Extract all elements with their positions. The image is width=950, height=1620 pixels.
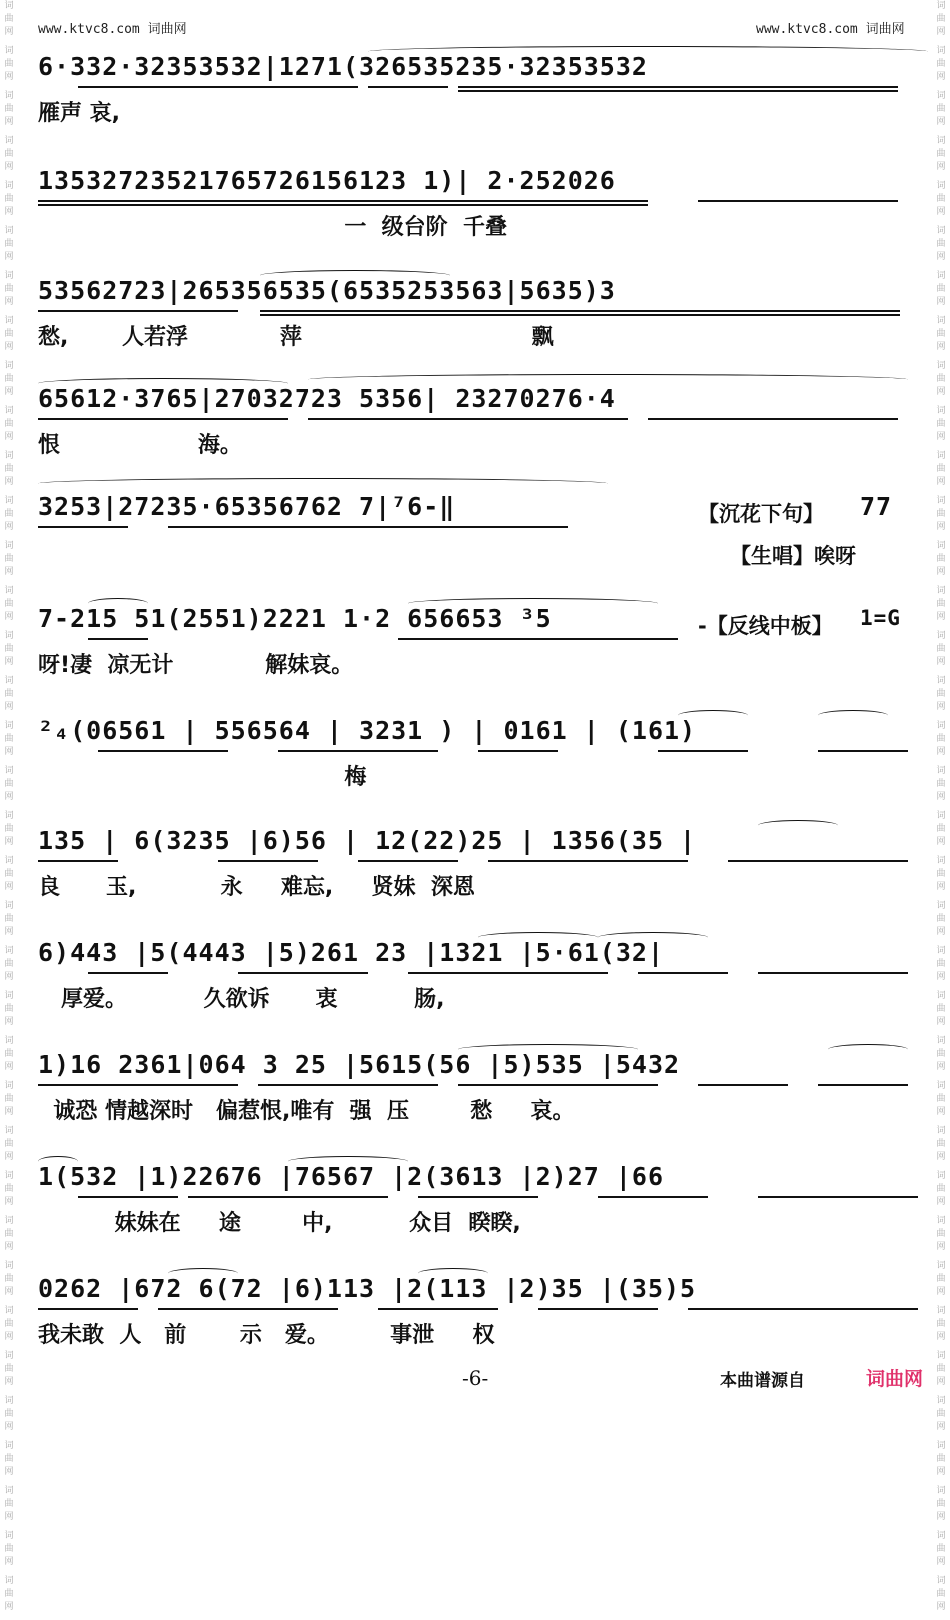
notation: 65612·3765|27032723 5356| 23270276·4: [38, 384, 616, 413]
notation: 0262 |672 6(72 |6)113 |2(113 |2)35 |(35)5: [38, 1274, 697, 1303]
notation: 13532723521765726156123 1)| 2·252026: [38, 166, 616, 195]
side-watermark-left: 词 曲 网 词 曲 网 词 曲 网 词 曲 网 词 曲 网 词 曲 网 词 曲 网 词 曲 网 词 曲 网 词 曲 网 词 曲 网 词 曲 网 词 曲 网 词 曲 网 词 曲 网 词 曲 网 词 曲 网 词 曲 网 词 曲 网 词 曲 网 词 曲 网 词 曲 网 词 曲 网 词 曲 网 词 曲 网 词 曲 网 词 曲 网 词 曲 网 词 曲 网 词 曲 网 词 曲 网 词 曲 网 词 曲 网 词 曲 网 词 曲 网 词 曲 网: [4, 1, 14, 1612]
lyrics: 诚恐 情越深时 偏惹恨,唯有 强 压 愁 哀。: [38, 1099, 575, 1124]
lyrics: 呀!凄 凉无计 解妹哀。: [38, 653, 354, 678]
lyrics: 恨 海。: [38, 433, 242, 458]
notation: 3253|27235·65356762 7|⁷6-‖: [38, 492, 456, 521]
score-line-8: [38, 820, 912, 910]
watermark-left: www.ktvc8.com 词曲网: [38, 22, 187, 37]
lyrics: 厚爱。 久欲诉 衷 肠,: [38, 987, 445, 1012]
lyrics: 一 级台阶 千叠: [38, 215, 508, 240]
key-signature: 1=G: [860, 606, 901, 630]
site-logo[interactable]: 词曲网: [866, 1368, 924, 1390]
score-line-9: [38, 932, 912, 1022]
section-tag: -【反线中板】: [698, 614, 833, 638]
section-tag: 【沉花下句】: [698, 502, 824, 526]
lyrics: 我未敢 人 前 示 爱。 事泄 权: [38, 1323, 495, 1348]
score-line-7: [38, 710, 912, 800]
score-line-3: [38, 270, 912, 360]
score-line-4: [38, 378, 912, 468]
score-line-11: [38, 1156, 912, 1246]
notation: 1)16 2361|064 3 25 |5615(56 |5)535 |5432: [38, 1050, 681, 1079]
lyrics: 良 玉, 永 难忘, 贤妹 深恩: [38, 875, 475, 900]
lyrics: 梅: [38, 765, 367, 790]
score-line-12: [38, 1268, 912, 1358]
score-line-5: [38, 486, 912, 586]
lyrics: 妹妹在 途 中, 众目 睽睽,: [38, 1211, 521, 1236]
notation: ²₄(06561 | 556564 | 3231 ) | 0161 | (161): [38, 716, 697, 745]
notation: 6)443 |5(4443 |5)261 23 |1321 |5·61(32|: [38, 938, 664, 967]
source-note: 本曲谱源自: [720, 1371, 805, 1391]
lyrics: 雁声 哀,: [38, 101, 121, 126]
score-line-10: [38, 1044, 912, 1134]
notation: 53562723|265356535(6535253563|5635)3: [38, 276, 616, 305]
notation: 135 | 6(3235 |6)56 | 12(22)25 | 1356(35 |: [38, 826, 697, 855]
watermark-right: www.ktvc8.com 词曲网: [756, 22, 905, 37]
score-line-2: [38, 160, 912, 250]
notation-tail: 77: [860, 492, 893, 521]
score-line-6: [38, 598, 912, 688]
lyrics-singer: 【生唱】唉呀: [730, 544, 856, 568]
page-number: -6-: [462, 1366, 489, 1390]
score-line-1: [38, 46, 912, 136]
side-watermark-right: 词 曲 网 词 曲 网 词 曲 网 词 曲 网 词 曲 网 词 曲 网 词 曲 网 词 曲 网 词 曲 网 词 曲 网 词 曲 网 词 曲 网 词 曲 网 词 曲 网 词 曲 网 词 曲 网 词 曲 网 词 曲 网 词 曲 网 词 曲 网 词 曲 网 词 曲 网 词 曲 网 词 曲 网 词 曲 网 词 曲 网 词 曲 网 词 曲 网 词 曲 网 词 曲 网 词 曲 网 词 曲 网 词 曲 网 词 曲 网 词 曲 网 词 曲 网: [936, 1, 946, 1612]
lyrics: 愁, 人若浮 萍 飘: [38, 325, 554, 350]
notation: 7-215 51(2551)2221 1·2 656653 ³5: [38, 604, 552, 633]
notation: 6·332·32353532|1271(326535235·32353532: [38, 52, 648, 81]
notation: 1(532 |1)22676 |76567 |2(3613 |2)27 |66: [38, 1162, 664, 1191]
